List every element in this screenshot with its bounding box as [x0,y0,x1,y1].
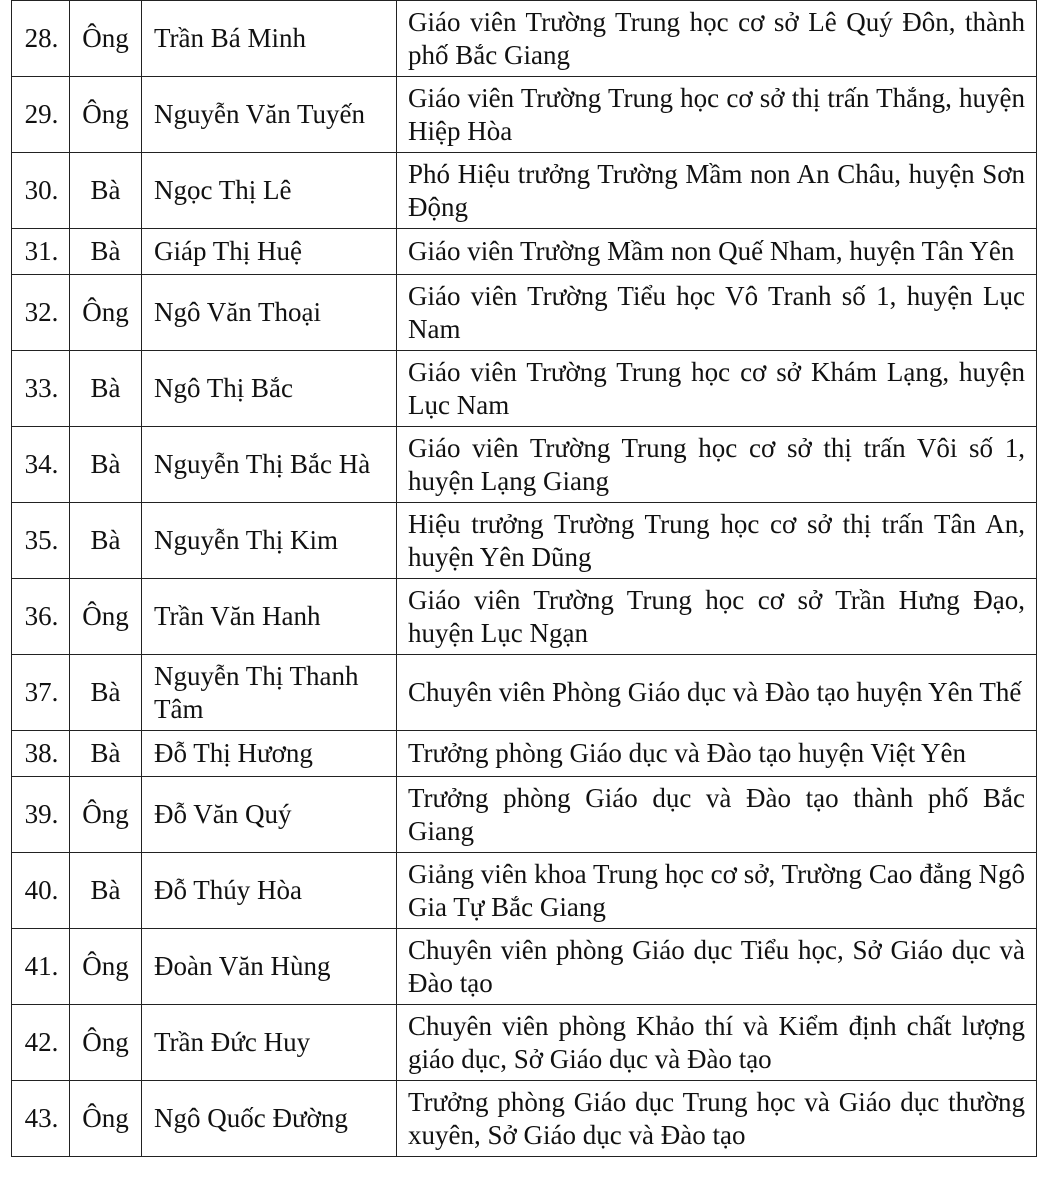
personnel-table [11,0,1037,1157]
position-description: Giáo viên Trường Trung học cơ sở Trần Hưng Đạo, huyện Lục Ngạn [397,579,1037,655]
person-name: Giáp Thị Huệ [142,229,397,275]
person-name: Đỗ Văn Quý [142,777,397,853]
position-description: Giảng viên khoa Trung học cơ sở, Trường Cao đẳng Ngô Gia Tự Bắc Giang [397,853,1037,929]
person-name: Nguyễn Thị Kim [142,503,397,579]
position-description: Trưởng phòng Giáo dục và Đào tạo thành phố Bắc Giang [397,777,1037,853]
row-number: 29. [12,77,70,153]
person-name: Đỗ Thúy Hòa [142,853,397,929]
honorific: Ông [70,1005,142,1081]
table-row [12,503,1037,579]
row-number: 34. [12,427,70,503]
honorific: Bà [70,351,142,427]
honorific: Ông [70,579,142,655]
position-description: Chuyên viên phòng Khảo thí và Kiểm định chất lượng giáo dục, Sở Giáo dục và Đào tạo [397,1005,1037,1081]
position-description: Giáo viên Trường Mầm non Quế Nham, huyện Tân Yên [397,229,1037,275]
honorific: Bà [70,853,142,929]
row-number: 41. [12,929,70,1005]
honorific: Bà [70,427,142,503]
honorific: Ông [70,777,142,853]
table-row [12,1005,1037,1081]
table-body [12,1,1037,1157]
table-row [12,929,1037,1005]
person-name: Đỗ Thị Hương [142,731,397,777]
row-number: 43. [12,1081,70,1157]
position-description: Chuyên viên Phòng Giáo dục và Đào tạo huyện Yên Thế [397,655,1037,731]
honorific: Ông [70,929,142,1005]
row-number: 33. [12,351,70,427]
person-name: Đoàn Văn Hùng [142,929,397,1005]
person-name: Trần Đức Huy [142,1005,397,1081]
position-description: Trưởng phòng Giáo dục Trung học và Giáo dục thường xuyên, Sở Giáo dục và Đào tạo [397,1081,1037,1157]
table-row [12,229,1037,275]
honorific: Ông [70,275,142,351]
person-name: Ngô Quốc Đường [142,1081,397,1157]
row-number: 42. [12,1005,70,1081]
table-row [12,1,1037,77]
honorific: Bà [70,731,142,777]
table-row [12,1081,1037,1157]
table-row [12,351,1037,427]
table-row [12,731,1037,777]
table-row [12,579,1037,655]
person-name: Ngô Thị Bắc [142,351,397,427]
honorific: Bà [70,153,142,229]
position-description: Giáo viên Trường Tiểu học Vô Tranh số 1, huyện Lục Nam [397,275,1037,351]
row-number: 37. [12,655,70,731]
table-row [12,853,1037,929]
person-name: Trần Bá Minh [142,1,397,77]
person-name: Ngô Văn Thoại [142,275,397,351]
person-name: Nguyễn Văn Tuyến [142,77,397,153]
row-number: 32. [12,275,70,351]
row-number: 35. [12,503,70,579]
position-description: Giáo viên Trường Trung học cơ sở thị trấn Thắng, huyện Hiệp Hòa [397,77,1037,153]
position-description: Giáo viên Trường Trung học cơ sở thị trấn Vôi số 1, huyện Lạng Giang [397,427,1037,503]
person-name: Nguyễn Thị Thanh Tâm [142,655,397,731]
row-number: 39. [12,777,70,853]
person-name: Ngọc Thị Lê [142,153,397,229]
person-name: Nguyễn Thị Bắc Hà [142,427,397,503]
honorific: Ông [70,1081,142,1157]
position-description: Phó Hiệu trưởng Trường Mầm non An Châu, huyện Sơn Động [397,153,1037,229]
table-row [12,655,1037,731]
table-row [12,275,1037,351]
position-description: Hiệu trưởng Trường Trung học cơ sở thị trấn Tân An, huyện Yên Dũng [397,503,1037,579]
position-description: Chuyên viên phòng Giáo dục Tiểu học, Sở Giáo dục và Đào tạo [397,929,1037,1005]
position-description: Giáo viên Trường Trung học cơ sở Lê Quý Đôn, thành phố Bắc Giang [397,1,1037,77]
row-number: 30. [12,153,70,229]
row-number: 28. [12,1,70,77]
position-description: Trưởng phòng Giáo dục và Đào tạo huyện Việt Yên [397,731,1037,777]
row-number: 38. [12,731,70,777]
honorific: Bà [70,655,142,731]
row-number: 36. [12,579,70,655]
table-row [12,77,1037,153]
honorific: Bà [70,503,142,579]
honorific: Ông [70,1,142,77]
table-row [12,427,1037,503]
table-row [12,153,1037,229]
honorific: Ông [70,77,142,153]
honorific: Bà [70,229,142,275]
row-number: 40. [12,853,70,929]
row-number: 31. [12,229,70,275]
position-description: Giáo viên Trường Trung học cơ sở Khám Lạng, huyện Lục Nam [397,351,1037,427]
person-name: Trần Văn Hanh [142,579,397,655]
table-row [12,777,1037,853]
